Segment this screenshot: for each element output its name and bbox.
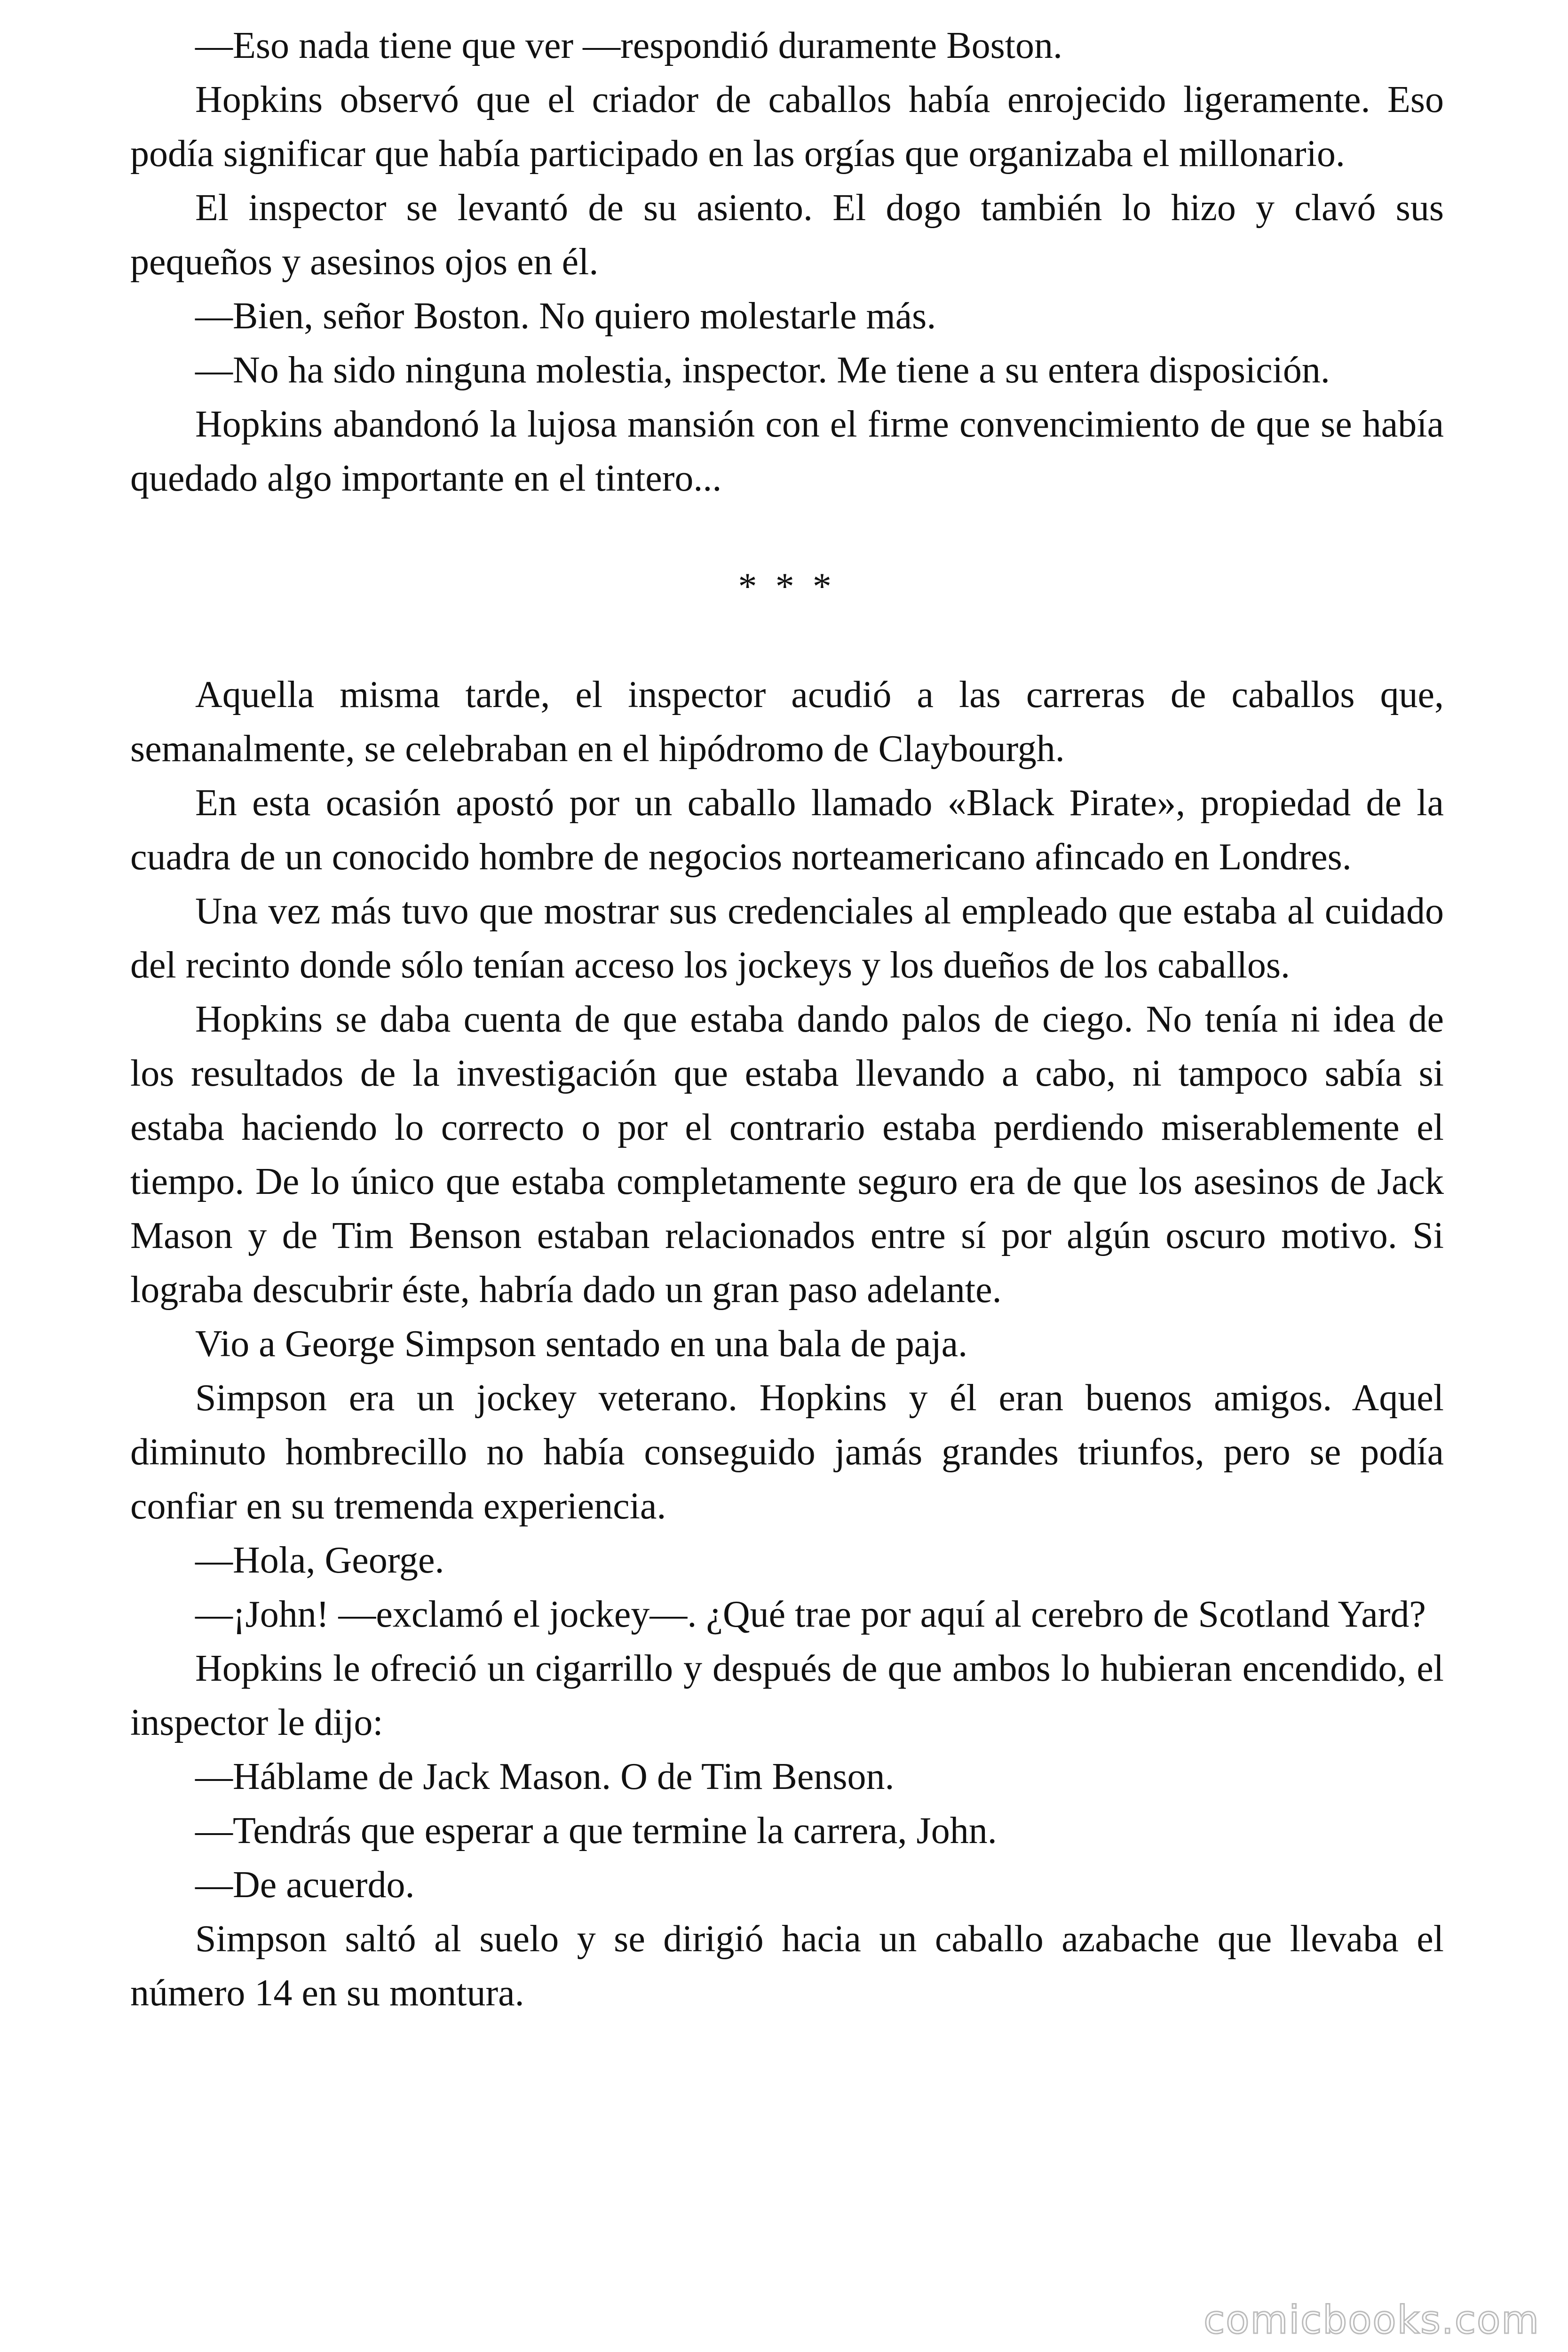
paragraph: —Bien, señor Boston. No quiero molestarle más. xyxy=(195,295,936,337)
paragraph: En esta ocasión apostó por un caballo llamado «Black Pirate», propiedad de la cuadra de un conocido hombre de negocios norteamericano afincado en Londres. xyxy=(130,782,1444,878)
paragraph: Simpson saltó al suelo y se dirigió hacia un caballo azabache que llevaba el número 14 en su montura. xyxy=(130,1918,1444,2014)
paragraph: —Eso nada tiene que ver —respondió duramente Boston. xyxy=(195,25,1062,66)
paragraph: Hopkins abandonó la lujosa mansión con el firme convencimiento de que se había quedado algo importante en el tintero... xyxy=(130,404,1444,499)
paragraph: Aquella misma tarde, el inspector acudió a las carreras de caballos que, semanalmente, se celebraban en el hipódromo de Claybourgh. xyxy=(130,674,1444,770)
paragraph: Hopkins le ofreció un cigarrillo y después de que ambos lo hubieran encendido, el inspector le dijo: xyxy=(130,1648,1444,1743)
paragraph: Vio a George Simpson sentado en una bala de paja. xyxy=(195,1323,968,1365)
paragraph: Hopkins se daba cuenta de que estaba dando palos de ciego. No tenía ni idea de los resultados de la investigación que estaba llevando a cabo, ni tampoco sabía si estaba haciendo lo correcto o por el contrario estaba perdiendo miserablemente el tiempo. De lo único que estaba completamente seguro era de que los asesinos de Jack Mason y de Tim Benson estaban relacionados entre sí por algún oscuro motivo. Si lograba descubrir éste, habría dado un gran paso adelante. xyxy=(130,999,1444,1311)
paragraph: —Háblame de Jack Mason. O de Tim Benson. xyxy=(195,1756,895,1797)
paragraph: Una vez más tuvo que mostrar sus credenciales al empleado que estaba al cuidado del recinto donde sólo tenían acceso los jockeys y los dueños de los caballos. xyxy=(130,890,1444,986)
watermark: comicbooks.com xyxy=(1204,2298,1540,2343)
paragraph: Hopkins observó que el criador de caballos había enrojecido ligeramente. Eso podía significar que había participado en las orgías que organizaba el millonario. xyxy=(130,79,1444,175)
paragraph: —No ha sido ninguna molestia, inspector. Me tiene a su entera disposición. xyxy=(195,350,1330,391)
paragraph: —Hola, George. xyxy=(195,1540,444,1581)
section-separator: * * * xyxy=(738,566,836,607)
book-page xyxy=(130,19,1444,2020)
paragraph: —Tendrás que esperar a que termine la carrera, John. xyxy=(195,1810,997,1851)
paragraph: Simpson era un jockey veterano. Hopkins y él eran buenos amigos. Aquel diminuto hombrecillo no había conseguido jamás grandes triunfos, pero se podía confiar en su tremenda experiencia. xyxy=(130,1377,1444,1527)
paragraph: El inspector se levantó de su asiento. El dogo también lo hizo y clavó sus pequeños y asesinos ojos en él. xyxy=(130,187,1444,283)
paragraph: —¡John! —exclamó el jockey—. ¿Qué trae por aquí al cerebro de Scotland Yard? xyxy=(195,1594,1426,1635)
paragraph: —De acuerdo. xyxy=(195,1864,415,1906)
